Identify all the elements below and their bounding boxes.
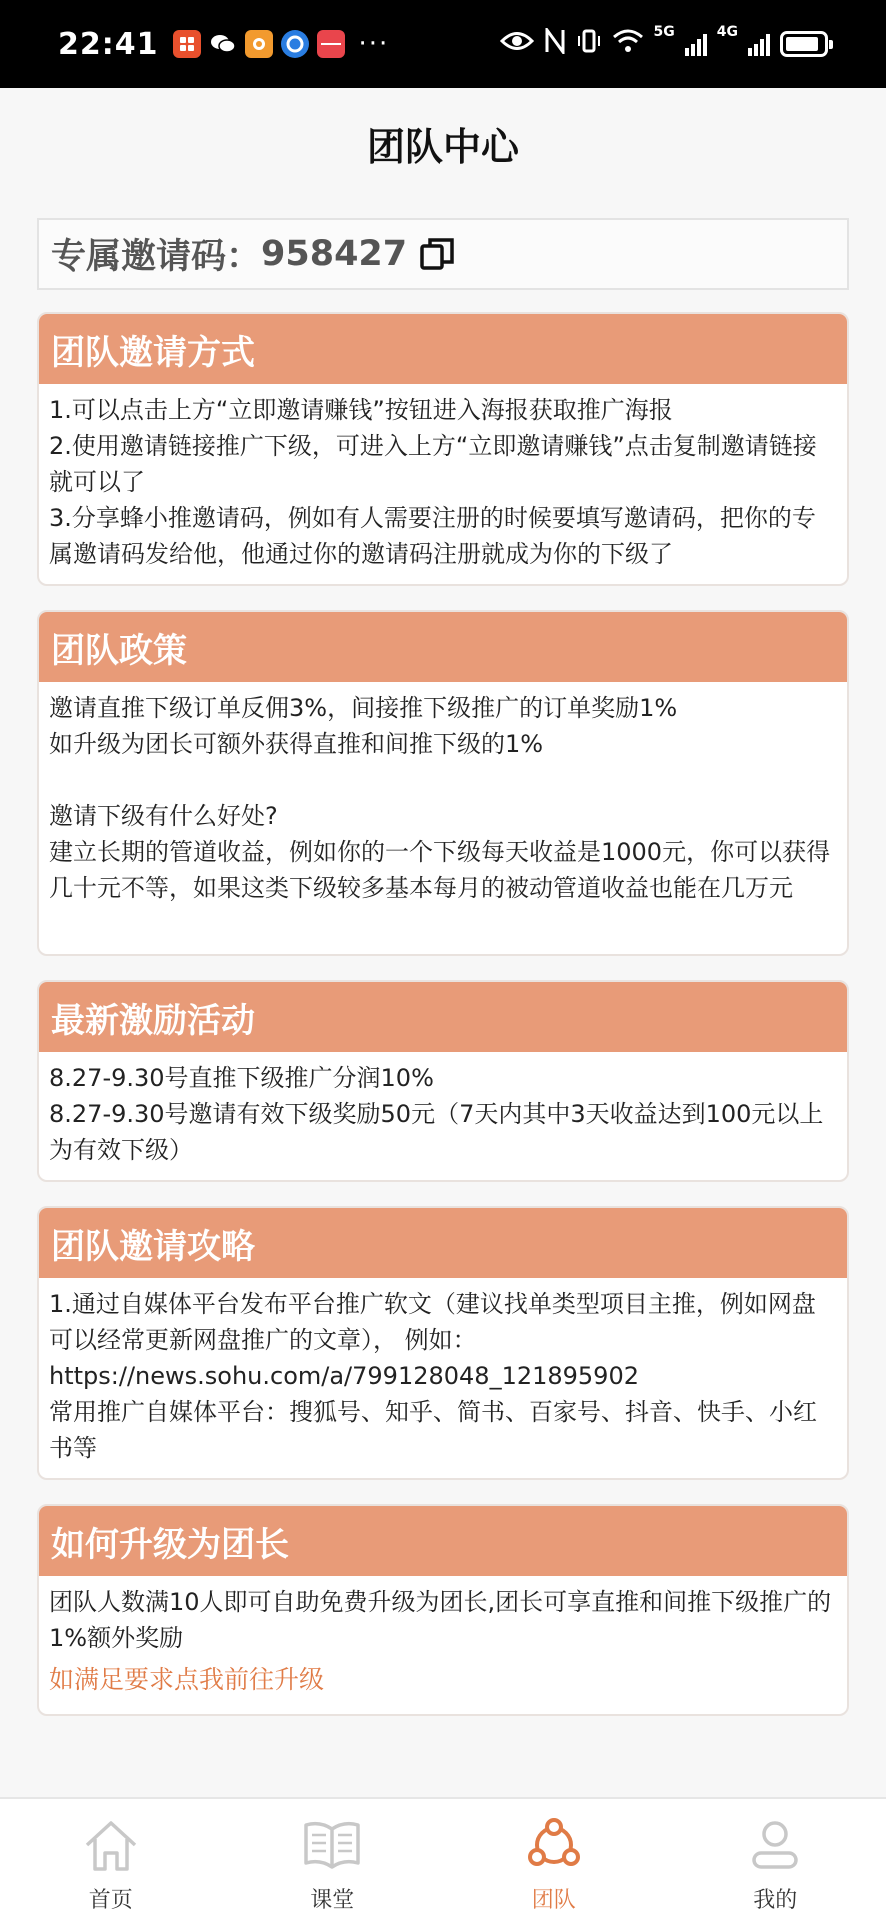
signal1-label: 5G bbox=[653, 24, 675, 40]
app-notification-icon bbox=[245, 30, 273, 58]
battery-level bbox=[786, 37, 818, 51]
section-title: 团队政策 bbox=[39, 612, 847, 682]
team-icon bbox=[524, 1817, 584, 1877]
signal-icon bbox=[748, 32, 770, 56]
section-title: 如何升级为团长 bbox=[39, 1506, 847, 1576]
vibrate-icon bbox=[576, 28, 602, 60]
section-title: 最新激励活动 bbox=[39, 982, 847, 1052]
user-icon bbox=[745, 1817, 805, 1877]
section-invite-methods bbox=[37, 312, 849, 586]
section-title: 团队邀请方式 bbox=[39, 314, 847, 384]
nav-item-team[interactable] bbox=[443, 1799, 665, 1920]
nav-item-home[interactable] bbox=[0, 1799, 222, 1920]
nfc-icon bbox=[544, 28, 566, 60]
nav-label: 团队 bbox=[531, 1888, 576, 1913]
copy-icon[interactable] bbox=[419, 236, 455, 272]
eye-icon bbox=[500, 30, 534, 58]
nav-item-classroom[interactable] bbox=[222, 1799, 444, 1920]
section-text: 邀请直推下级订单反佣3%，间接推下级推广的订单奖励1% 如升级为团长可额外获得直推和间推下级的1% 邀请下级有什么好处? 建立长期的管道收益，例如你的一个下级每天收益是1000元，你可以获得几十元不等，如果这类下级较多基本每月的被动管道收益也能在几万元 bbox=[49, 694, 831, 902]
section-team-policy bbox=[37, 610, 849, 956]
section-latest-incentives bbox=[37, 980, 849, 1182]
invite-code-value: 958427 bbox=[261, 234, 408, 274]
page-title: 团队中心 bbox=[366, 124, 519, 169]
system-status bbox=[500, 24, 828, 60]
section-body bbox=[39, 1052, 847, 1174]
bottom-nav bbox=[0, 1797, 886, 1920]
invite-code-box bbox=[37, 218, 849, 290]
book-icon bbox=[302, 1817, 362, 1877]
section-text: 团队人数满10人即可自助免费升级为团长,团长可享直推和间推下级推广的1%额外奖励 bbox=[49, 1588, 832, 1652]
nav-item-mine[interactable] bbox=[665, 1799, 886, 1920]
section-text: 1.通过自媒体平台发布平台推广软文（建议找单类型项目主推，例如网盘可以经常更新网盘推广的文章）， 例如： https://news.sohu.com/a/799128048_121895902 常用推广自媒体平台：搜狐号、知乎、简书、百家号、抖音、快手、小红书等 bbox=[49, 1290, 817, 1462]
browser-icon bbox=[281, 30, 309, 58]
section-body bbox=[39, 682, 847, 912]
huawei-app-icon bbox=[317, 30, 345, 58]
nav-label: 首页 bbox=[88, 1888, 133, 1913]
nav-label: 课堂 bbox=[310, 1888, 355, 1913]
section-text: 8.27-9.30号直推下级推广分润10% 8.27-9.30号邀请有效下级奖励50元（7天内其中3天收益达到100元以上为有效下级） bbox=[49, 1064, 824, 1164]
section-body bbox=[39, 1576, 847, 1704]
wifi-icon bbox=[612, 29, 644, 59]
upgrade-link[interactable]: 如满足要求点我前往升级 bbox=[49, 1665, 325, 1694]
section-upgrade-leader bbox=[37, 1504, 849, 1716]
home-icon bbox=[81, 1817, 141, 1877]
battery-icon bbox=[780, 31, 828, 57]
section-body bbox=[39, 1278, 847, 1472]
status-time: 22:41 bbox=[58, 26, 159, 62]
nav-label: 我的 bbox=[753, 1888, 798, 1913]
section-title: 团队邀请攻略 bbox=[39, 1208, 847, 1278]
signal2-label: 4G bbox=[716, 24, 738, 40]
app-notification-icon bbox=[173, 30, 201, 58]
section-invite-strategy bbox=[37, 1206, 849, 1480]
status-bar bbox=[0, 0, 886, 88]
section-body bbox=[39, 384, 847, 578]
notification-icons bbox=[173, 29, 390, 59]
wechat-icon bbox=[209, 30, 237, 58]
signal-icon bbox=[685, 32, 707, 56]
invite-code-label: 专属邀请码： bbox=[51, 237, 262, 277]
section-text: 1.可以点击上方“立即邀请赚钱”按钮进入海报获取推广海报 2.使用邀请链接推广下级，可进入上方“立即邀请赚钱”点击复制邀请链接就可以了 3.分享蜂小推邀请码，例如有人需要注册的时候要填写邀请码，把你的专属邀请码发给他，他通过你的邀请码注册就成为你的下级了 bbox=[49, 396, 817, 568]
more-notifications-icon: ··· bbox=[358, 29, 390, 59]
